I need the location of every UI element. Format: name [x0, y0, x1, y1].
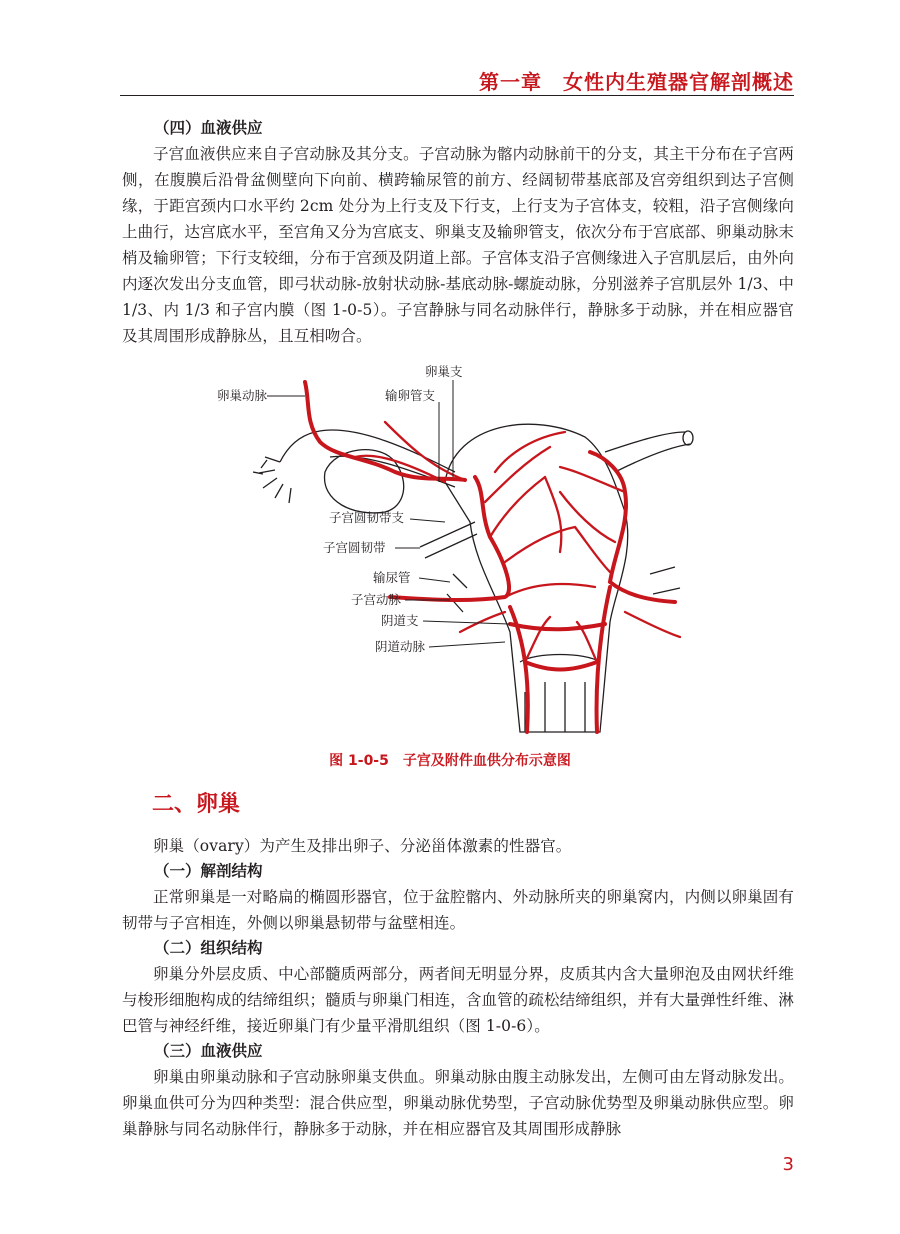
- label-vaginal-branch: 阴道支: [381, 613, 419, 628]
- paragraph-anatomy: 正常卵巢是一对略扁的椭圆形器官，位于盆腔髂内、外动脉所夹的卵巢窝内，内侧以卵巢固有韧带与子宫相连，外侧以卵巢悬韧带与盆壁相连。: [122, 888, 794, 932]
- right-tube: [605, 432, 690, 472]
- uterus-outline: [445, 424, 628, 732]
- figure-caption: 图 1-0-5 子宫及附件血供分布示意图: [329, 753, 571, 769]
- fimbriae: [253, 457, 291, 503]
- uterus-blood-supply-section: [122, 116, 794, 349]
- subheading-blood-supply: （四）血液供应: [154, 119, 263, 137]
- ovary-section: [122, 833, 794, 1142]
- subheading-anatomy: （一）解剖结构: [154, 862, 263, 880]
- page-number: 3: [782, 1154, 794, 1175]
- paragraph-ovary-blood-supply: 卵巢由卵巢动脉和子宫动脉卵巢支供血。卵巢动脉由腹主动脉发出，左侧可由左肾动脉发出。卵巢血供可分为四种类型：混合供应型，卵巢动脉优势型，子宫动脉优势型及卵巢动脉供应型。卵巢静脉与同名动脉伴行，静脉多于动脉，并在相应器官及其周围形成静脉: [122, 1068, 794, 1138]
- label-round-ligament: 子宫圆韧带: [323, 540, 386, 555]
- label-vaginal-artery: 阴道动脉: [375, 639, 426, 654]
- label-ovarian-branch: 卵巢支: [425, 364, 463, 379]
- paragraph-uterine-blood-supply: 子宫血液供应来自子宫动脉及其分支。子宫动脉为髂内动脉前干的分支，其主干分布在子宫两侧，在腹膜后沿骨盆侧壁向下向前、横跨输尿管的前方、经阔韧带基底部及宫旁组织到达子宫侧缘，于距宫颈内口水平约 2cm 处分为上行支及下行支，上行支为子宫体支，较粗，沿子宫侧缘向上曲行，达宫底水平，至宫角又分为宫底支、卵巢支及输卵管支，依次分布于宫底部、卵巢动脉末梢及输卵管；下行支较细，分布于宫颈及阴道上部。子宫体支沿子宫侧缘进入子宫肌层后，由外向内逐次发出分支血管，即弓状动脉-放射状动脉-基底动脉-螺旋动脉，分别滋养子宫肌层外 1/3、中 1/3、内 1/3 和子宫内膜（图 1-0-5）。子宫静脉与同名动脉伴行，静脉多于动脉，并在相应器官及其周围形成静脉丛，且互相吻合。: [122, 145, 794, 345]
- label-ureter: 输尿管: [373, 570, 411, 585]
- label-tubal-branch: 输卵管支: [385, 388, 436, 403]
- ureter-right: [650, 567, 680, 594]
- paragraph-ovary-intro: 卵巢（ovary）为产生及排出卵子、分泌甾体激素的性器官。: [153, 837, 572, 855]
- section-heading-ovary: 二、卵巢: [152, 792, 241, 817]
- uterine-artery-right: [590, 452, 675, 602]
- header-rule: [120, 95, 794, 96]
- subheading-ovary-blood-supply: （三）血液供应: [154, 1042, 263, 1060]
- running-header: 第一章 女性内生殖器官解剖概述: [479, 70, 794, 94]
- label-uterine-artery: 子宫动脉: [351, 592, 402, 607]
- round-ligament-shape: [420, 522, 477, 558]
- label-ovarian-artery: 卵巢动脉: [217, 388, 268, 403]
- ureter-left: [447, 574, 467, 612]
- label-round-ligament-branch: 子宫圆韧带支: [329, 510, 405, 525]
- subheading-tissue: （二）组织结构: [154, 939, 263, 957]
- paragraph-tissue: 卵巢分外层皮质、中心部髓质两部分，两者间无明显分界，皮质其内含大量卵泡及由网状纤维与梭形细胞构成的结缔组织；髓质与卵巢门相连，含血管的疏松结缔组织，并有大量弹性纤维、淋巴管与神经纤维，接近卵巢门有少量平滑肌组织（图 1-0-6）。: [122, 965, 794, 1035]
- uterus-vascular-illustration: [205, 362, 705, 742]
